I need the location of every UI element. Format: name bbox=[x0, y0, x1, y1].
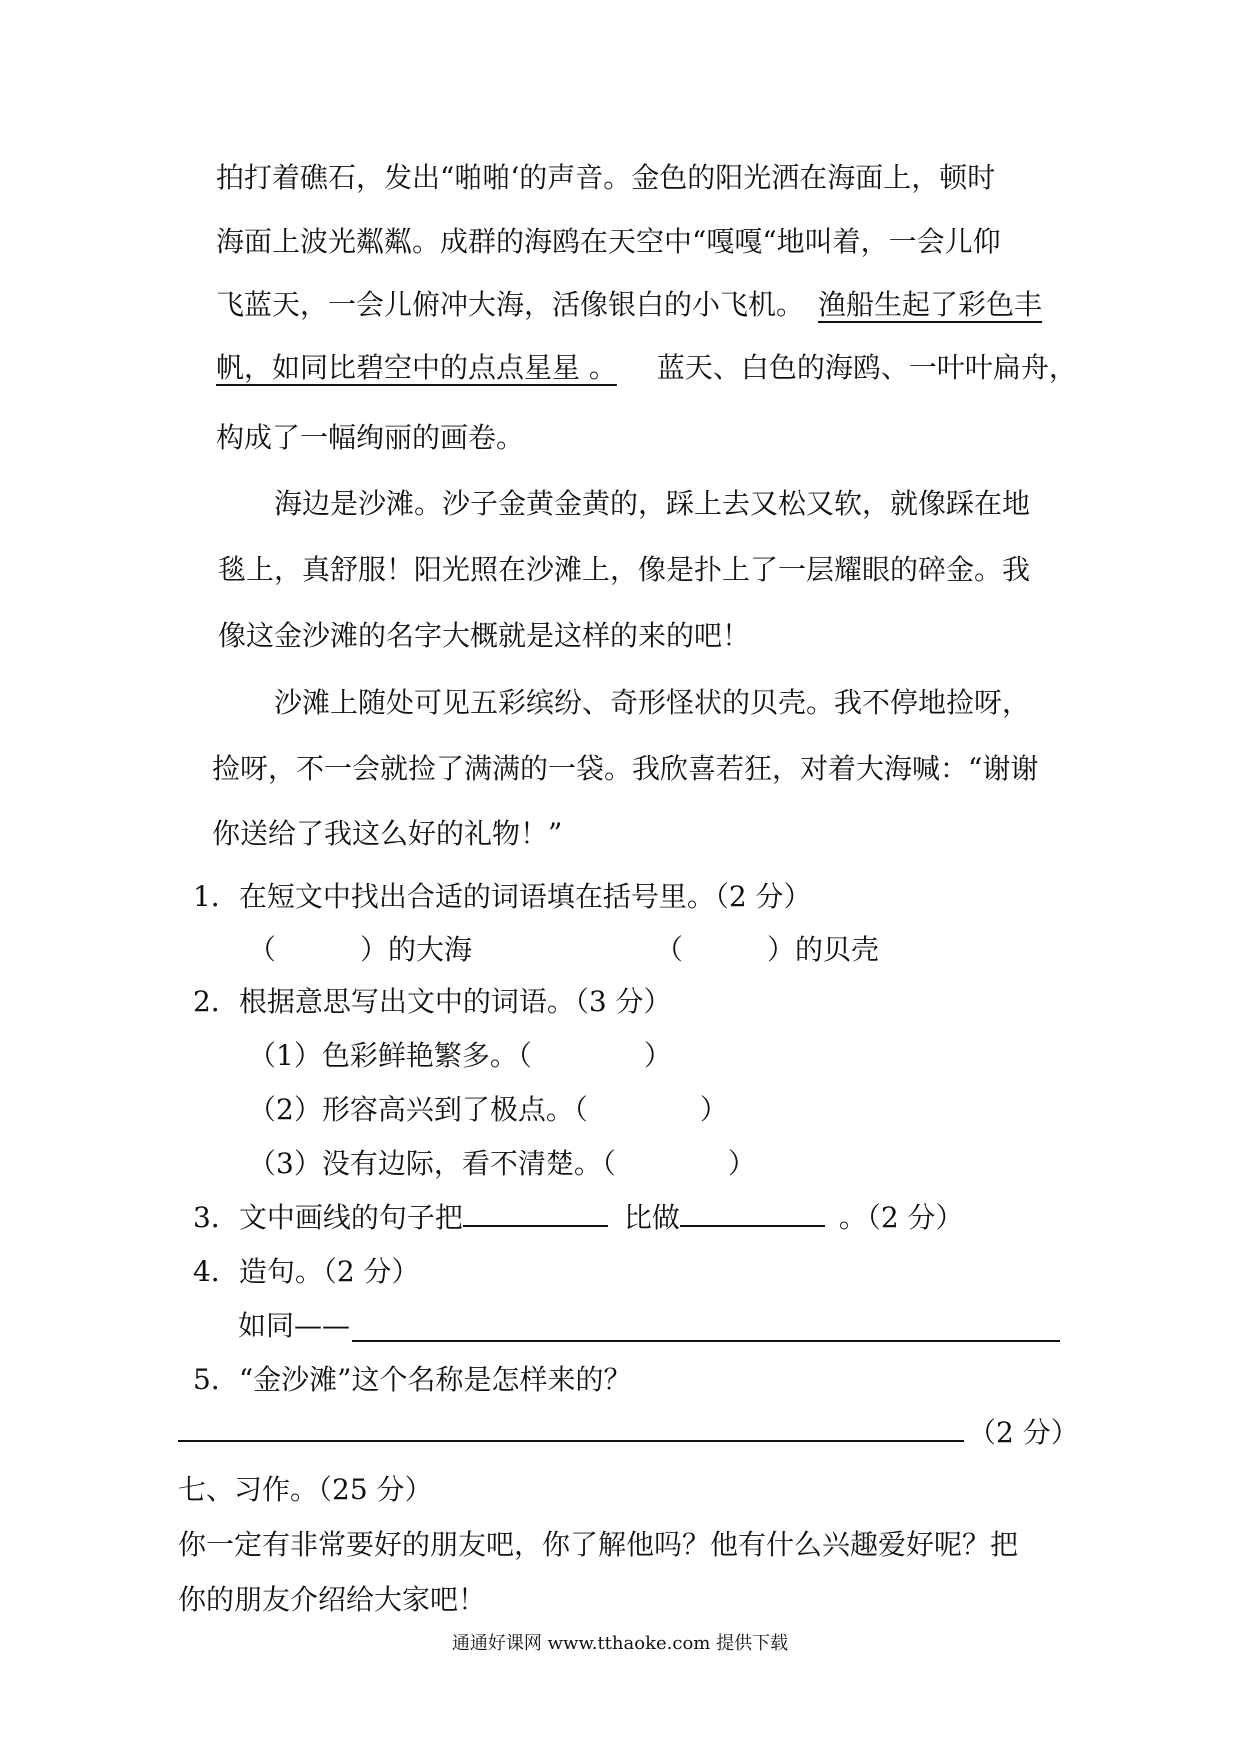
passage-line: 海边是沙滩。沙子金黄金黄的，踩上去又松又软，就像踩在地 bbox=[274, 487, 1031, 520]
passage-line: 沙滩上随处可见五彩缤纷、奇形怪状的贝壳。我不停地捡呀， bbox=[274, 686, 1031, 719]
section-7-text: 你的朋友介绍给大家吧！ bbox=[178, 1583, 487, 1616]
question-4: 4．造句。（2 分） bbox=[193, 1255, 420, 1288]
question-5: 5．“金沙滩”这个名称是怎样来的？ bbox=[193, 1363, 632, 1396]
underlined-sentence: 帆，如同比碧空中的点点星星 。 bbox=[216, 351, 617, 384]
passage-line: 毯上，真舒服！阳光照在沙滩上，像是扑上了一层耀眼的碎金。我 bbox=[218, 553, 1031, 586]
q4-prompt: 如同—— bbox=[238, 1309, 351, 1342]
passage-line: 构成了一幅绚丽的画卷。 bbox=[216, 421, 525, 454]
q2-item-1[interactable]: （1）色彩鲜艳繁多。（ ） bbox=[248, 1039, 672, 1072]
question-2: 2．根据意思写出文中的词语。（3 分） bbox=[193, 985, 672, 1018]
q2-item-3[interactable]: （3）没有边际，看不清楚。（ ） bbox=[248, 1147, 756, 1180]
passage-text: 飞蓝天，一会儿俯冲大海，活像银白的小飞机。 bbox=[216, 288, 805, 321]
passage-line bbox=[216, 285, 1042, 325]
question-3 bbox=[193, 1198, 964, 1238]
q1-blank-sea[interactable]: （ ）的大海 bbox=[248, 933, 473, 966]
q3-text: 3．文中画线的句子把 bbox=[193, 1201, 463, 1234]
q5-score: （2 分） bbox=[968, 1416, 1079, 1449]
passage-line: 海面上波光粼粼。成群的海鸥在天空中“嘎嘎“地叫着，一会儿仰 bbox=[216, 225, 1001, 258]
q3-blank-2[interactable] bbox=[680, 1199, 825, 1227]
q3-text: 。（2 分） bbox=[838, 1201, 964, 1234]
q4-answer-line[interactable] bbox=[352, 1340, 1060, 1342]
passage-line bbox=[216, 348, 1077, 388]
question-1: 1．在短文中找出合适的词语填在括号里。（2 分） bbox=[193, 880, 812, 913]
q3-blank-1[interactable] bbox=[463, 1199, 608, 1227]
q3-text: 比做 bbox=[623, 1201, 680, 1234]
passage-text: 蓝天、白色的海鸥、一叶叶扁舟， bbox=[656, 351, 1077, 384]
passage-line: 拍打着礁石，发出“啪啪‘的声音。金色的阳光洒在海面上，顿时 bbox=[216, 161, 996, 194]
passage-line: 捡呀，不一会就捡了满满的一袋。我欣喜若狂，对着大海喊：“谢谢 bbox=[212, 752, 1039, 785]
section-7-title: 七、习作。（25 分） bbox=[178, 1473, 433, 1506]
passage-line: 像这金沙滩的名字大概就是这样的来的吧！ bbox=[218, 619, 751, 652]
page-footer: 通通好课网 www.tthaoke.com 提供下载 bbox=[451, 1633, 789, 1654]
section-7-text: 你一定有非常要好的朋友吧，你了解他吗？他有什么兴趣爱好呢？把 bbox=[178, 1528, 1019, 1561]
q2-item-2[interactable]: （2）形容高兴到了极点。（ ） bbox=[248, 1093, 728, 1126]
q1-blank-shell[interactable]: （ ）的贝壳 bbox=[655, 933, 880, 966]
passage-line: 你送给了我这么好的礼物！” bbox=[212, 817, 563, 850]
underlined-sentence: 渔船生起了彩色丰 bbox=[818, 288, 1043, 321]
q5-answer-line[interactable] bbox=[178, 1440, 964, 1442]
